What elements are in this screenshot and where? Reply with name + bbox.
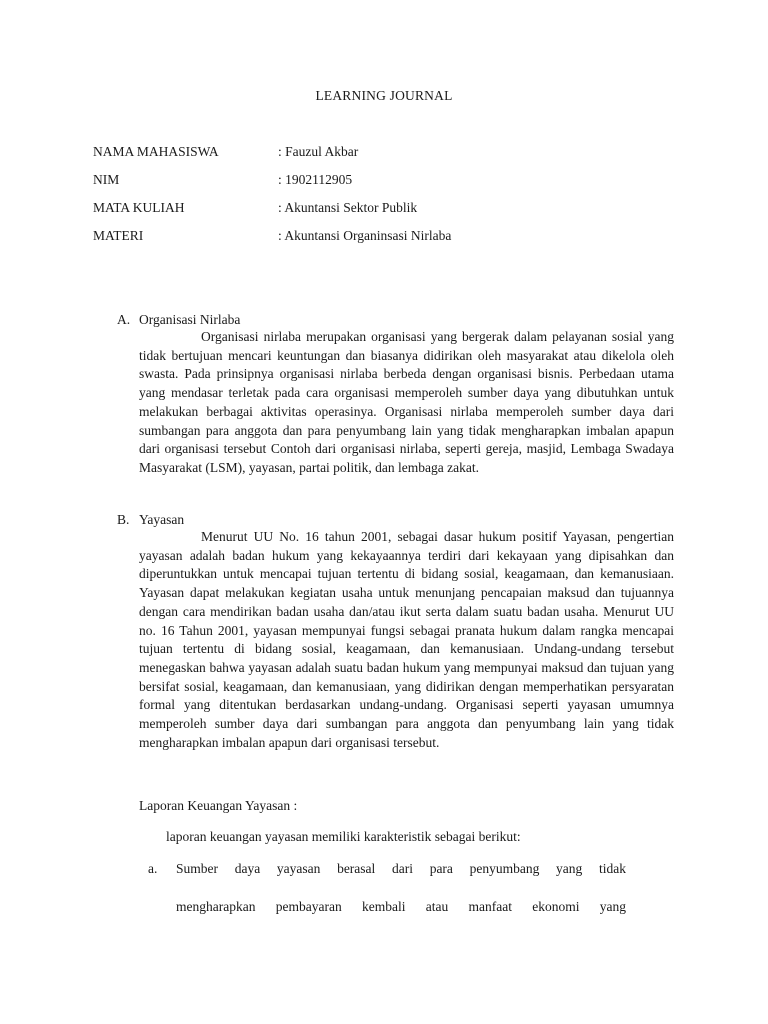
info-label: MATERI bbox=[93, 228, 144, 243]
section-title: Organisasi Nirlaba bbox=[139, 312, 241, 327]
section-heading-b bbox=[117, 511, 184, 529]
info-label: NIM bbox=[93, 172, 120, 187]
info-value: : Akuntansi Organinsasi Nirlaba bbox=[278, 228, 452, 243]
subheading: Laporan Keuangan Yayasan : bbox=[139, 798, 298, 813]
list-intro: laporan keuangan yayasan memiliki karakteristik sebagai berikut: bbox=[166, 829, 521, 844]
paragraph-text: Organisasi nirlaba merupakan organisasi yang bergerak dalam pelayanan sosial yang tidak bertujuan mencari keuntungan dan biasanya didirikan oleh masyarakat atau dikelola oleh swasta. Pada prinsipnya organisasi nirlaba berbeda dengan organisasi bisnis. Perbedaan utama yang mendasar terletak pada cara organisasi memperoleh sumber daya yang dibutuhkan untuk melakukan berbagai aktivitas operasinya. Organisasi nirlaba memperoleh sumber daya dari sumbangan para anggota dan para penyumbang lain yang tidak mengharapkan imbalan apapun dari organisasi tersebut Contoh dari organisasi nirlaba, seperti gereja, masjid, Lembaga Swadaya Masyarakat (LSM), yayasan, partai politik, dan lembaga zakat. bbox=[139, 329, 674, 475]
section-heading-a bbox=[117, 311, 240, 329]
list-line: mengharapkan pembayaran kembali atau manfaat ekonomi yang bbox=[176, 899, 626, 914]
info-label: MATA KULIAH bbox=[93, 200, 185, 215]
section-paragraph-a bbox=[139, 328, 674, 478]
section-letter: A. bbox=[117, 312, 131, 327]
info-value: : 1902112905 bbox=[278, 172, 353, 187]
section-paragraph-b bbox=[139, 528, 674, 752]
paragraph-text: Menurut UU No. 16 tahun 2001, sebagai dasar hukum positif Yayasan, pengertian yayasan adalah badan hukum yang kekayaannya terdiri dari kekayaan yang dipisahkan dan diperuntukkan untuk mencapai tujuan tertentu di bidang sosial, keagamaan, dan kemanusiaan. Yayasan dapat melakukan kegiatan usaha untuk menunjang pencapaian maksud dan tujuannya dengan cara mendirikan badan usaha dan/atau ikut serta dalam suatu badan usaha. Menurut UU no. 16 Tahun 2001, yayasan mempunyai fungsi sebagai pranata hukum dalam rangka mencapai tujuan tertentu di bidang sosial, keagamaan, dan kemanusiaan. Undang-undang tersebut menegaskan bahwa yayasan adalah suatu badan hukum yang mempunyai maksud dan tujuan yang bersifat sosial, keagamaan, dan kemanusiaan, yang didirikan dengan memperhatikan persyaratan formal yang ditentukan berdasarkan undang-undang. Organisasi seperti yayasan umumnya memperoleh sumber daya dari sumbangan para anggota dan penyumbang lain yang tidak mengharapkan imbalan apapun dari organisasi tersebut. bbox=[139, 529, 674, 750]
list-line: Sumber daya yayasan berasal dari para penyumbang yang tidak bbox=[176, 861, 626, 876]
document-title: LEARNING JOURNAL bbox=[315, 88, 453, 103]
list-letter: a. bbox=[148, 861, 158, 876]
info-value: : Fauzul Akbar bbox=[278, 144, 359, 159]
info-label: NAMA MAHASISWA bbox=[93, 144, 219, 159]
info-value: : Akuntansi Sektor Publik bbox=[278, 200, 418, 215]
section-letter: B. bbox=[117, 512, 130, 527]
list-item bbox=[148, 850, 626, 926]
section-title: Yayasan bbox=[139, 512, 185, 527]
